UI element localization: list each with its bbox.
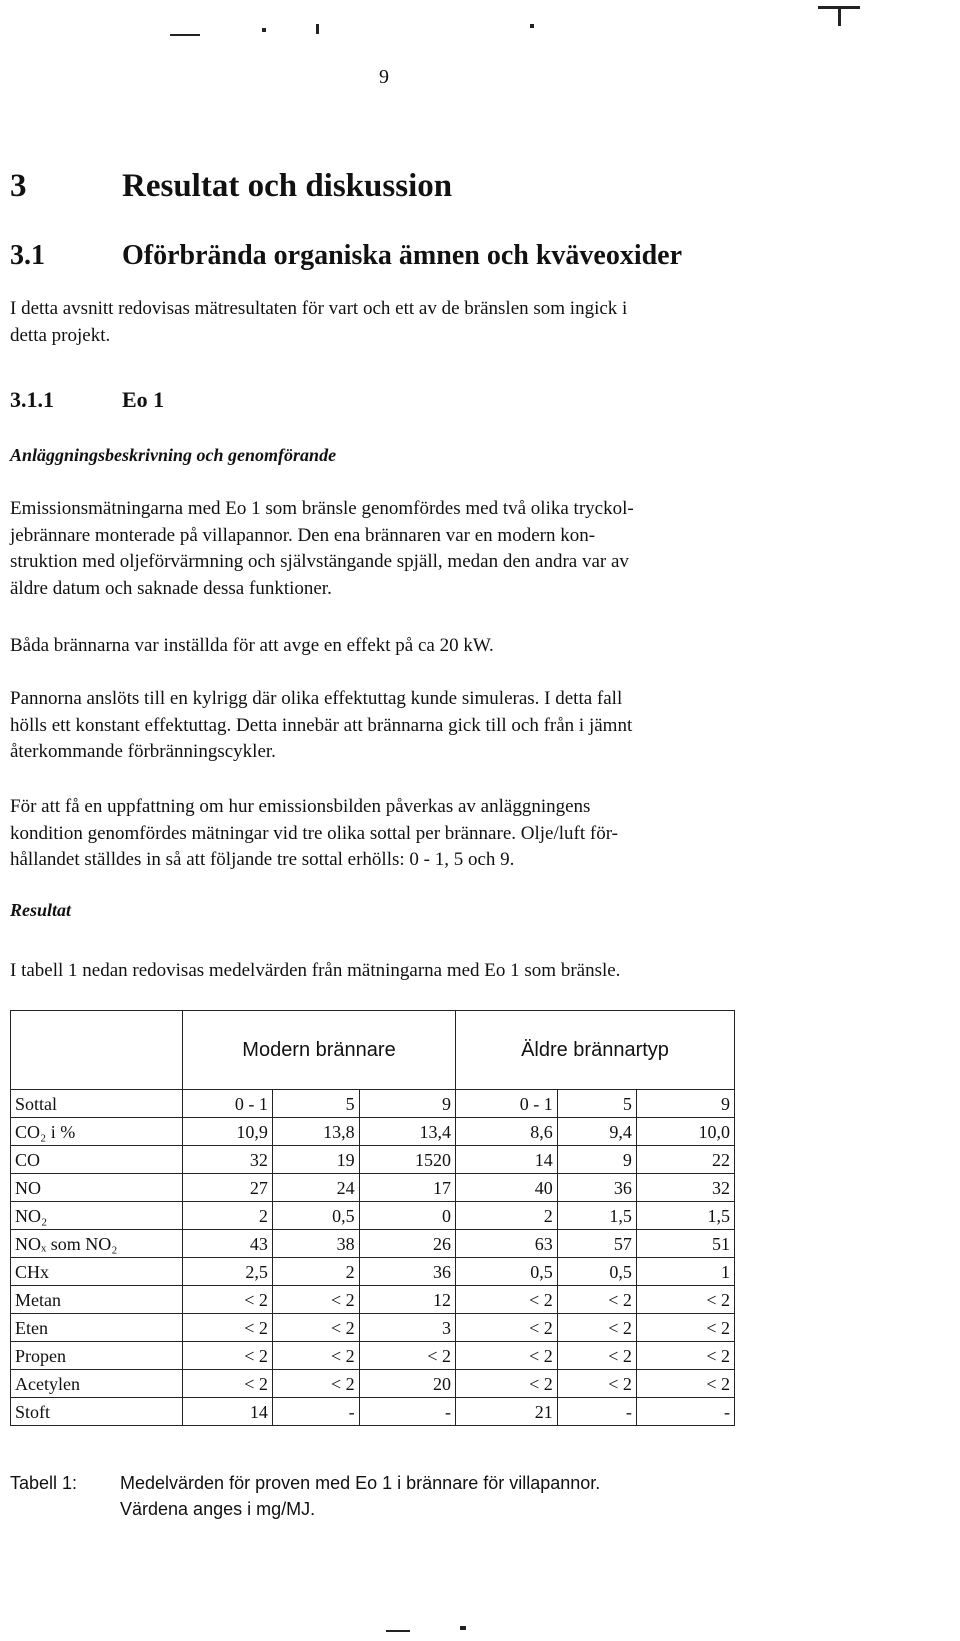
scan-mark [262,28,266,32]
table-cell: 9 [359,1090,455,1118]
table-cell: < 2 [456,1370,558,1398]
table-cell: 8,6 [456,1118,558,1146]
row-label: CO [11,1146,183,1174]
subsubsection-title: Eo 1 [122,387,165,412]
table-cell: 0 - 1 [456,1090,558,1118]
table-cell: 63 [456,1230,558,1258]
subsection-number: 3.1 [10,240,45,271]
table-cell: < 2 [359,1342,455,1370]
table-cell: 0 [359,1202,455,1230]
table-cell: < 2 [557,1314,636,1342]
text-line: hölls ett konstant effektuttag. Detta innebär att brännarna gick till och från i jämnt [10,714,633,736]
table-cell: 17 [359,1174,455,1202]
table-cell: 0,5 [456,1258,558,1286]
table-cell: 19 [272,1146,359,1174]
subsection-title: Oförbrända organiska ämnen och kväveoxider [122,240,683,271]
row-label: Acetylen [11,1370,183,1398]
plant-subheading: Anläggningsbeskrivning och genomförande [10,445,337,465]
caption-label: Tabell 1: [10,1473,78,1493]
row-label: Propen [11,1342,183,1370]
table-row [11,1090,735,1118]
table-cell: 1,5 [557,1202,636,1230]
table-group-header: Äldre brännartyp [456,1011,735,1090]
table-cell: 2,5 [183,1258,273,1286]
table-cell: < 2 [272,1286,359,1314]
table-cell: 2 [272,1258,359,1286]
table-cell: 26 [359,1230,455,1258]
page-number: 9 [379,66,389,88]
caption-line: Medelvärden för proven med Eo 1 i brännare för villapannor. [120,1473,601,1493]
paragraph-rig [10,686,770,766]
table-cell: < 2 [557,1342,636,1370]
table-cell: 36 [359,1258,455,1286]
table-row [11,1146,735,1174]
table-cell: 1520 [359,1146,455,1174]
text-line: Pannorna anslöts till en kylrigg där olika effektuttag kunde simuleras. I detta fall [10,688,623,709]
intro-paragraph [10,296,770,349]
text-line: kondition genomfördes mätningar vid tre olika sottal per brännare. Olje/luft för- [10,822,618,844]
table-cell: 40 [456,1174,558,1202]
text-line: jebrännare monterade på villapannor. Den ena brännaren var en modern kon- [10,524,596,546]
table-cell: 12 [359,1286,455,1314]
table-cell: < 2 [183,1314,273,1342]
scan-mark [386,1630,410,1632]
table-cell: < 2 [183,1370,273,1398]
table-cell: 20 [359,1370,455,1398]
table-row [11,1370,735,1398]
table-group-header: Modern brännare [183,1011,456,1090]
table-cell: 43 [183,1230,273,1258]
table-cell: - [272,1398,359,1426]
table-row [11,1314,735,1342]
table-row [11,1342,735,1370]
table-cell: < 2 [456,1342,558,1370]
scan-mark [460,1626,466,1630]
row-label: CO₂ i % [11,1118,183,1146]
scan-mark [838,6,841,26]
table-cell: < 2 [456,1314,558,1342]
subsubsection-number: 3.1.1 [10,387,54,412]
table-cell: 13,4 [359,1118,455,1146]
text-line: I detta avsnitt redovisas mätresultaten för vart och ett av de bränslen som ingick i [10,298,628,319]
table-cell: < 2 [183,1342,273,1370]
table-cell: 9,4 [557,1118,636,1146]
table-cell: < 2 [557,1286,636,1314]
table-cell: 14 [456,1146,558,1174]
section-title: Resultat och diskussion [122,168,453,204]
table-cell: 57 [557,1230,636,1258]
scan-mark [170,34,200,36]
text-line: Båda brännarna var inställda för att avge en effekt på ca 20 kW. [10,635,494,656]
table-cell: - [359,1398,455,1426]
table-cell: 10,9 [183,1118,273,1146]
table-header-empty [11,1011,183,1090]
table-cell: - [557,1398,636,1426]
section-number: 3 [10,168,27,204]
table-row [11,1118,735,1146]
table-row [11,1230,735,1258]
paragraph-sottal [10,794,770,874]
row-label: NO₂ [11,1202,183,1230]
table-cell: 32 [636,1174,734,1202]
row-label: NO [11,1174,183,1202]
table-cell: 10,0 [636,1118,734,1146]
table-cell: 1 [636,1258,734,1286]
table-cell: 1,5 [636,1202,734,1230]
text-line: struktion med oljeförvärmning och självstängande spjäll, medan den andra var av [10,551,629,572]
row-label: NOₓ som NO₂ [11,1230,183,1258]
text-line: I tabell 1 nedan redovisas medelvärden från mätningarna med Eo 1 som bränsle. [10,960,621,981]
table-cell: < 2 [636,1370,734,1398]
paragraph-table-intro [10,958,770,985]
table-cell: - [636,1398,734,1426]
results-subheading: Resultat [10,900,72,920]
table-cell: < 2 [183,1286,273,1314]
row-label: Metan [11,1286,183,1314]
table-row [11,1286,735,1314]
table-cell: 13,8 [272,1118,359,1146]
results-table [10,1010,735,1426]
table-cell: 32 [183,1146,273,1174]
table-header-row [11,1011,735,1090]
table-row [11,1202,735,1230]
table-cell: < 2 [636,1314,734,1342]
text-line: Emissionsmätningarna med Eo 1 som bränsle genomfördes med två olika tryckol- [10,498,634,519]
table-cell: 0 - 1 [183,1090,273,1118]
table-cell: 5 [272,1090,359,1118]
table-cell: < 2 [456,1286,558,1314]
table-cell: 9 [636,1090,734,1118]
table-cell: 27 [183,1174,273,1202]
text-line: detta projekt. [10,324,111,346]
table-row [11,1398,735,1426]
paragraph-plant [10,496,770,602]
table-cell: 3 [359,1314,455,1342]
table-cell: 0,5 [272,1202,359,1230]
row-label: Eten [11,1314,183,1342]
text-line: För att få en uppfattning om hur emissionsbilden påverkas av anläggningens [10,796,591,817]
table-cell: < 2 [636,1286,734,1314]
table-cell: 9 [557,1146,636,1174]
table-row [11,1258,735,1286]
table-cell: 38 [272,1230,359,1258]
table-cell: 5 [557,1090,636,1118]
table-cell: 2 [183,1202,273,1230]
scan-mark [316,24,319,34]
table-cell: 21 [456,1398,558,1426]
row-label: Sottal [11,1090,183,1118]
table-cell: 24 [272,1174,359,1202]
table-cell: 51 [636,1230,734,1258]
table-cell: 2 [456,1202,558,1230]
table-cell: 36 [557,1174,636,1202]
table-cell: 22 [636,1146,734,1174]
table-cell: < 2 [636,1342,734,1370]
scan-mark [530,24,534,28]
table-row [11,1174,735,1202]
paragraph-power [10,633,770,660]
table-cell: < 2 [272,1342,359,1370]
table-cell: < 2 [272,1370,359,1398]
table-cell: 14 [183,1398,273,1426]
row-label: Stoft [11,1398,183,1426]
text-line: återkommande förbränningscykler. [10,741,276,762]
table-cell: < 2 [272,1314,359,1342]
caption-line: Värdena anges i mg/MJ. [120,1499,316,1519]
table-cell: 0,5 [557,1258,636,1286]
text-line: äldre datum och saknade dessa funktioner. [10,577,332,599]
text-line: hållandet ställdes in så att följande tre sottal erhölls: 0 - 1, 5 och 9. [10,849,515,870]
table-cell: < 2 [557,1370,636,1398]
row-label: CHx [11,1258,183,1286]
